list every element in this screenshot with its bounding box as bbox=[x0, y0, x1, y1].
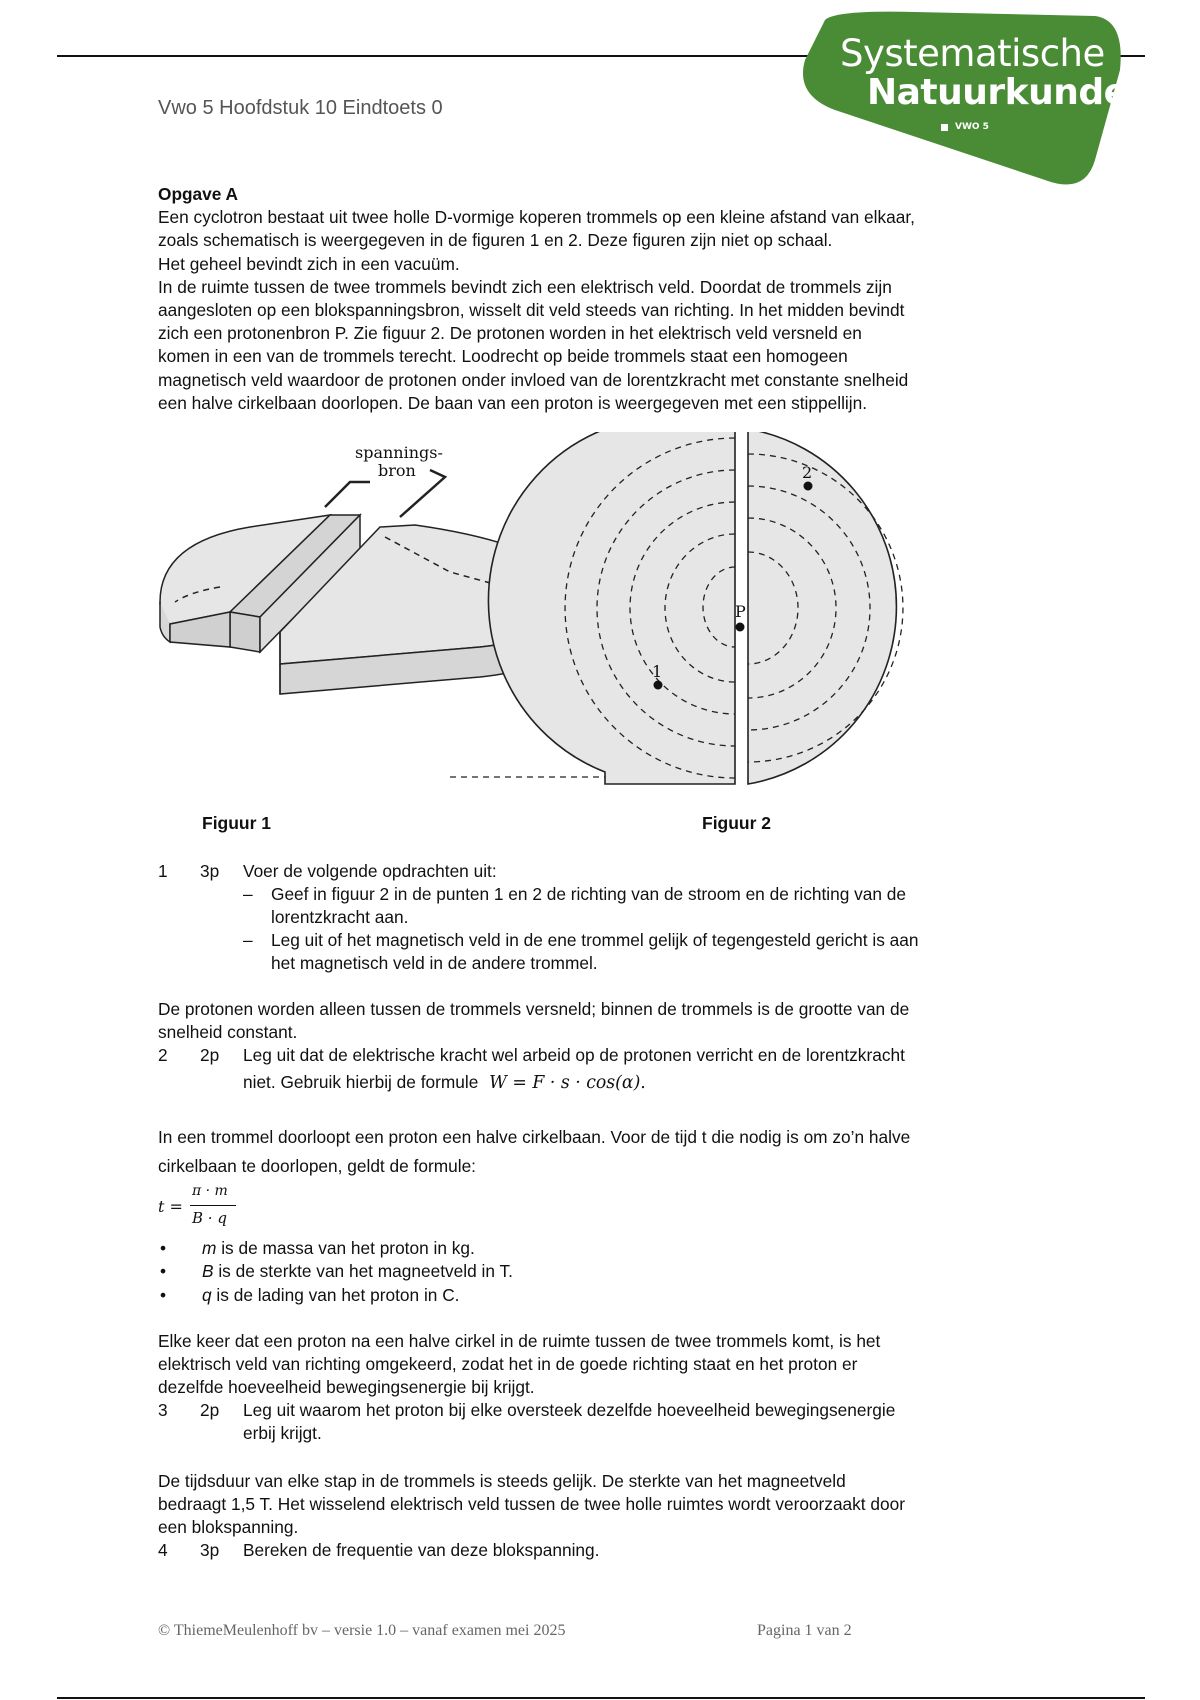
variable-text: is de massa van het proton in kg. bbox=[216, 1238, 475, 1258]
fig2-label-1: 1 bbox=[652, 662, 663, 681]
dash-bullet: – bbox=[243, 930, 253, 950]
formula-numerator: π · m bbox=[192, 1183, 228, 1199]
question-number: 3 bbox=[158, 1400, 168, 1420]
paragraph-line: Elke keer dat een proton na een halve cirkel in de ruimte tussen de twee trommels komt, is het bbox=[158, 1331, 881, 1351]
paragraph-line: elektrisch veld van richting omgekeerd, zodat het in de goede richting staat en het proton er bbox=[158, 1354, 858, 1374]
paragraph-line: cirkelbaan te doorlopen, geldt de formule: bbox=[158, 1156, 476, 1176]
cyclotron-figures bbox=[150, 432, 940, 792]
intro-line: aangesloten op een blokspanningsbron, wisselt dit veld steeds van richting. In het midden bevindt bbox=[158, 300, 905, 321]
figure2-drawing bbox=[450, 432, 903, 784]
intro-line: komen in een van de trommels terecht. Loodrecht op beide trommels staat een homogeen bbox=[158, 346, 848, 367]
variable-list bbox=[158, 1237, 513, 1307]
list-item bbox=[158, 1284, 513, 1307]
paragraph-line: De protonen worden alleen tussen de trommels versneld; binnen de trommels is de grootte van de bbox=[158, 999, 910, 1019]
point-1-dot bbox=[654, 681, 663, 690]
question-number: 2 bbox=[158, 1045, 168, 1065]
point-p-dot bbox=[736, 623, 745, 632]
intro-line: zoals schematisch is weergegeven in de figuren 1 en 2. Deze figuren zijn niet op schaal. bbox=[158, 230, 833, 251]
variable-text: is de sterkte van het magneetveld in T. bbox=[213, 1261, 513, 1282]
dash-text: Geef in figuur 2 in de punten 1 en 2 de richting van de stroom en de richting van de bbox=[271, 884, 907, 904]
logo-line2: Natuurkunde bbox=[867, 72, 1128, 113]
dash-text: het magnetisch veld in de andere trommel. bbox=[271, 953, 598, 973]
question-points: 3p bbox=[200, 1540, 220, 1560]
intro-line: Het geheel bevindt zich in een vacuüm. bbox=[158, 253, 460, 274]
dash-bullet: – bbox=[243, 884, 253, 904]
figures-area bbox=[150, 432, 940, 792]
question-number: 1 bbox=[158, 861, 168, 881]
paragraph-line: De tijdsduur van elke stap in de trommels is steeds gelijk. De sterkte van het magneetveld bbox=[158, 1471, 846, 1491]
dash-text: Leg uit of het magnetisch veld in de ene trommel gelijk of tegengesteld gericht is aan bbox=[271, 930, 919, 950]
list-item bbox=[158, 1260, 513, 1283]
footer-copyright: © ThiemeMeulenhoff bv – versie 1.0 – vanaf examen mei 2025 bbox=[158, 1622, 566, 1639]
variable-symbol: m bbox=[202, 1238, 217, 1258]
publisher-logo bbox=[795, 10, 1135, 200]
question-points: 2p bbox=[200, 1400, 220, 1420]
question-number: 4 bbox=[158, 1540, 168, 1560]
question-text: Voer de volgende opdrachten uit: bbox=[243, 861, 497, 881]
top-rule bbox=[57, 55, 857, 57]
page-header: Vwo 5 Hoofdstuk 10 Eindtoets 0 bbox=[158, 97, 443, 119]
question-points: 2p bbox=[200, 1045, 220, 1065]
paragraph-line: In een trommel doorloopt een proton een halve cirkelbaan. Voor de tijd t die nodig is om zo’n halve bbox=[158, 1127, 911, 1147]
figure2-caption: Figuur 2 bbox=[702, 813, 772, 833]
fig1-label-source-1: spannings- bbox=[355, 443, 443, 462]
fraction-bar bbox=[190, 1205, 236, 1206]
intro-line: magnetisch veld waardoor de protonen onder invloed van de lorentzkracht met constante snelheid bbox=[158, 369, 909, 390]
footer-page-number: Pagina 1 van 2 bbox=[757, 1622, 852, 1639]
period-formula bbox=[158, 1185, 248, 1235]
variable-symbol: B bbox=[202, 1261, 214, 1282]
bullet-icon: • bbox=[160, 1284, 167, 1305]
question-text-cont bbox=[243, 1071, 1043, 1095]
point-2-dot bbox=[804, 482, 813, 491]
question-text: Bereken de frequentie van deze blokspanning. bbox=[243, 1540, 600, 1560]
question-points: 3p bbox=[200, 861, 220, 881]
figure1-caption: Figuur 1 bbox=[202, 813, 272, 833]
fig1-label-source-2: bron bbox=[378, 461, 416, 480]
paragraph-line: snelheid constant. bbox=[158, 1022, 298, 1042]
intro-line: In de ruimte tussen de twee trommels bevindt zich een elektrisch veld. Doordat de trommels zijn bbox=[158, 276, 892, 297]
list-item bbox=[158, 1237, 513, 1260]
bullet-icon: • bbox=[160, 1261, 167, 1282]
question-text: Leg uit waarom het proton bij elke oversteek dezelfde hoeveelheid bewegingsenergie bbox=[243, 1400, 896, 1420]
paragraph-line: bedraagt 1,5 T. Het wisselend elektrisch veld tussen de twee holle ruimtes wordt veroorzaakt door bbox=[158, 1494, 905, 1514]
bullet-icon: • bbox=[160, 1238, 167, 1258]
variable-text: is de lading van het proton in C. bbox=[211, 1284, 460, 1305]
paragraph-line: dezelfde hoeveelheid bewegingsenergie bij krijgt. bbox=[158, 1377, 535, 1397]
question-text: erbij krijgt. bbox=[243, 1423, 322, 1443]
question-text: niet. Gebruik hierbij de formule bbox=[243, 1072, 479, 1092]
question-text: Leg uit dat de elektrische kracht wel arbeid op de protonen verricht en de lorentzkracht bbox=[243, 1045, 905, 1065]
logo-line1: Systematische bbox=[840, 32, 1105, 75]
formula-lhs: t = bbox=[158, 1197, 183, 1216]
intro-line: Een cyclotron bestaat uit twee holle D-vormige koperen trommels op een kleine afstand van elkaar, bbox=[158, 207, 915, 228]
exercise-heading: Opgave A bbox=[158, 184, 239, 204]
logo-sub: VWO 5 bbox=[955, 122, 989, 132]
intro-section bbox=[158, 183, 1058, 415]
variable-symbol: q bbox=[202, 1284, 212, 1305]
intro-line: een halve cirkelbaan doorlopen. De baan van een proton is weergegeven met een stippellijn. bbox=[158, 392, 868, 413]
intro-line: zich een protonenbron P. Zie figuur 2. De protonen worden in het elektrisch veld versneld en bbox=[158, 323, 862, 344]
formula-denominator: B · q bbox=[192, 1209, 227, 1227]
paragraph-line: een blokspanning. bbox=[158, 1517, 299, 1537]
work-formula: W = F · s · cos(α). bbox=[489, 1073, 646, 1093]
fig2-label-p: P bbox=[735, 602, 746, 621]
logo-square-icon bbox=[941, 124, 948, 131]
bottom-rule bbox=[57, 1697, 1145, 1699]
fig2-label-2: 2 bbox=[802, 463, 813, 482]
dash-text: lorentzkracht aan. bbox=[271, 907, 409, 927]
